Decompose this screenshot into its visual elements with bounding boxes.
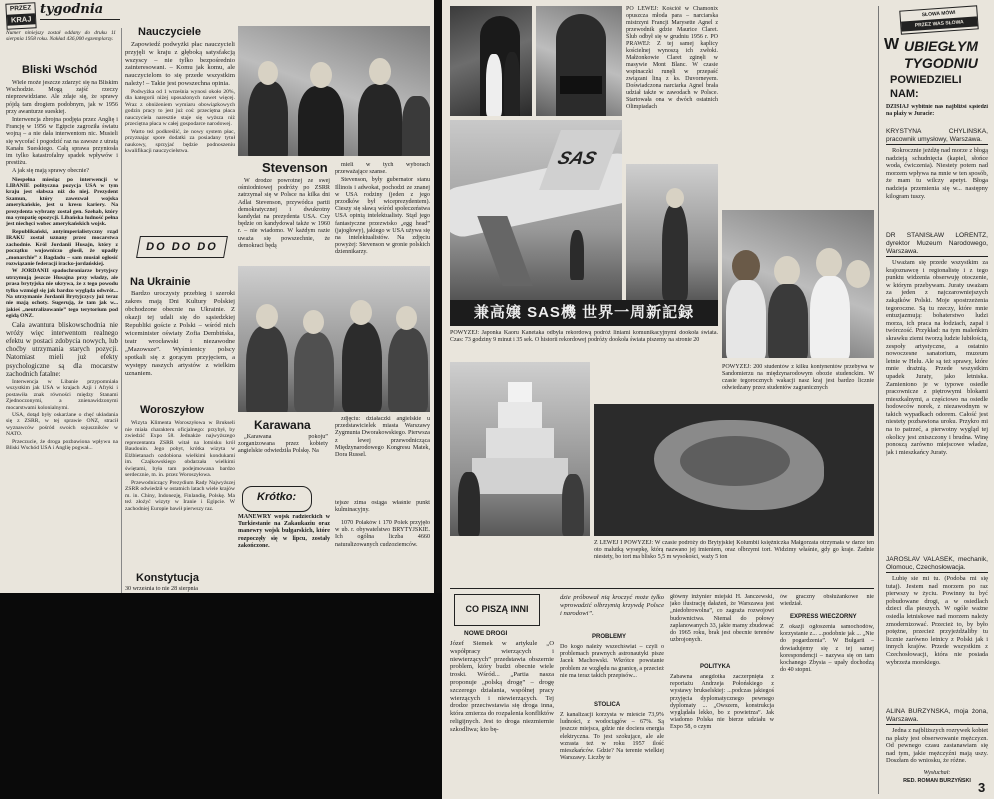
karawana-para-1: „Karawana pokoju” zorganizowana przez kobiety angielskie odwiedziła Polskę. Na [238, 434, 328, 455]
bliski-para-3: A jak się mają sprawy obecnie? [12, 168, 89, 175]
stevenson-heading: Stevenson [262, 160, 328, 175]
photo-figure [298, 86, 344, 156]
church-door [556, 14, 606, 116]
nauczyciele-para-2: Podwyżka od 1 września wynosi około 20%, dla kategorii niżej uposażonych nawet więcej. Wraz z obniżeniem wymiaru obowiązkowych godzin pracy to jest już coś: przeciętna płaca nauczyciela naresztie staje się wyższa niż przeciętna płaca w całej gospodarce narodowej. [125, 88, 235, 128]
island-photo [594, 404, 874, 536]
issue-note: Numer niniejszy został oddany do druku 11 sierpnia 1958 roku. Nakład 436,000 egzemplarzy. [6, 30, 116, 43]
bliski-para-2: Interwencja zbrojna podjęta przez Anglię i Francję w 1956 w Egipcie zagroziła światu wojną – a nie dała interwentom nic. Musieli się wycofać i pogodzić raz na zawsze z utratą Kanału Sueskiego. Całą sprawa przyniosła im tylko katastrofalny spadek wpływów i prestiżu. [6, 117, 118, 167]
bliski-bullet-5: USA, dotąd były oskarżane o chęć układania się z ZSRR, w tej sprawie ONZ, stracił wyznawców pośród swoich sojuszników w NATO. [6, 412, 118, 438]
col2-intro: dzie próbował nią kroczyć może tylko wprowadzić olbrzymią krzywdę Polsce i narodowi”. [560, 594, 664, 617]
masthead-badge-top: PRZEZ [9, 4, 32, 13]
polityka-heading: POLITYKA [700, 664, 731, 670]
stolica-heading: STOLICA [594, 702, 621, 708]
masthead-badge [5, 2, 36, 30]
photo-head [396, 306, 417, 330]
krotko-label: Krótko: [257, 491, 297, 503]
sidebar-signature [886, 770, 988, 796]
masthead-badge-bottom: KRAJ [7, 13, 36, 25]
church-photo-right [536, 6, 622, 116]
krotko-column-2 [335, 520, 430, 570]
cake-tier-1 [508, 382, 532, 402]
nauczyciele-para-3: Warto też podkreślić, że nowy system płac, przyznając spore dodatki za posiadany tytuł naukowy, sprzyjać będzie podnoszeniu kwalifikacji nauczycielstwa. [125, 128, 235, 155]
plane-photo [450, 120, 622, 300]
woroszylow-para-1: Wizyta Klimenta Woroszyłowa w Brukseli nie miała charakteru oficjalnego: przybył, by zwiedzić Expo 58. Jednakże najwyższego reprezentanta ZSRR witał na lotnisku król Baudouin. Jego pobyt, krótka wizyta w Elżbietanach ozdobiona wielkimi kondukami im. Czajkowskiego obdarzała wielkimi świętami, była tam podejmowana bardzo serdecznie, m. in. przez Woroszyłowa. [125, 420, 235, 478]
column-divider-1 [121, 28, 122, 593]
island-caption: Z LEWEJ I POWYŻEJ: W czasie podróży do Brytyjskiej Kolumbii księżniczka Małgorzata otrzymała w darze ten oto malutką wysepkę, którą nazwano jej imieniem, oraz olbrzymi tort. Widzimy właśnie, gdy go kraje. Żadnie niestety, bo tort ma blisko 5,5 m wysokości, waży 5 ton [594, 540, 874, 560]
signature-name: RED. ROMAN BURZYŃSKI [903, 778, 971, 785]
photo-figure [342, 322, 382, 412]
krotko-badge [242, 486, 312, 512]
photo-head [350, 300, 372, 325]
bliski-para-4: Cała awantura bliskowschodnia nie wróży więc interwentom realnego efektu w postaci zdobycia nowych, lub choćby utrzymania starych pozycji. Natomiast mieli już efekty psychologiczne są dla mocarstw zachodnich fatalne: [6, 320, 118, 378]
karawana-column-1 [238, 434, 328, 474]
photo-head [846, 260, 870, 288]
nowe-drogi-column: Józef Siemek w artykule „O współpracy wierzących i niewierzących” przedstawia obszernie problem, który budzi obecnie wiele troski. Wśród... „Partia nasza proponuje „polską drogę” – drogę szczerego działania, współnej pracy wierzących i niewierzących. Tej drodze przeciwstawia się droga inna, która zmierza do rozpalenia konfliktów religijnych. Jest to droga niezmiernie szkodliwa; kto bę- [450, 640, 554, 733]
sidebar-entry-name: JAROSLAV VALÁSEK, mechanik, Olomouc, Czechosłowacja. [886, 556, 988, 571]
nowe-drogi-heading: NOWE DROGI [464, 630, 508, 637]
sidebar-entry-text: Jedna z najbliższych rozrywek kobiet na plaży jest obserwowanie mężczyzn. Od pewnego czasu zastanawiam się nad tym, jakie mężczyźni mają uszy. Doszłam do wniosku, że różne. [886, 727, 988, 765]
karawana-photo [238, 266, 430, 412]
sidebar-entry-4 [886, 708, 988, 768]
konstytucja-heading: Konstytucja [136, 572, 199, 584]
karawana-column-2 [335, 416, 430, 486]
photo-figure [662, 204, 688, 300]
col4-intro: ów graczny obsłużankowe nie wiedział. [780, 594, 874, 608]
photo-head [258, 61, 278, 85]
krotko-para: MANEWRY wojsk radzieckich w Turkiestanie na Zakaukaziu oraz manewry wojsk bułgarskich, które rozpoczęły się w lipcu, zostały zakończone. [238, 514, 330, 549]
bliski-bullet-2: Republikański, antyimperialistyczny rząd IRAKU został uznany przez mocarstwa zachodnie. Król Jordanii Husajn, który z początku wojowniczo głosił, że upadły „monarchie” z Bagdadu – sam musiał ogłosić rozwiązanie federacji iracko-jordańskiej. [6, 228, 118, 267]
students-photo [722, 210, 874, 358]
cake-tier-3 [486, 428, 554, 458]
church-photo-left [450, 6, 532, 116]
nauczyciele-column [125, 41, 235, 231]
page-number: 3 [978, 780, 986, 795]
polityka-body: Zabawna anegdotka zaczerpnięta z reportażu Andrzeja Połońskiego z wystawy brukselskiej: ...podczas jakiegoś przyjęcia dyplomatycznego pewnego dyplomaty ... „Owszem, konstrukcja wyglądała lekko, bo z powietrza”. Jak wiadomo Polska nie bierze udziału w Expo 58, o czym [670, 674, 774, 731]
sidebar-entry-text: Lubię sie mi tu. (Podoba mi się tutaj). Jestem nad morzem po raz pierwszy w życiu. Powinny tu być pobudowane drogi, a w osiedlach dzieci dla pieszych. W ogóle ważne osiedla letniskowe nad morzem należy zmodernizować. Przecież to, by było potężne, przecież przyjeżdżaliby tu licznie zarówno letnicy z Polski jak i innych krajów. Przede wszystkim z Czechosłowacji, która nie posiada wybrzeża morskiego. [886, 575, 988, 666]
stevenson-column-1 [238, 178, 330, 262]
photo-figure [294, 332, 334, 412]
konstytucja-text: 30 września to nie 28 sierpnia [125, 586, 198, 592]
problemy-heading: PROBLEMY [592, 634, 627, 640]
sidebar-entry-text: Rokrocznie jeżdżę nad morze z błogą nadzieją schudnięcia (kapiel, słońce woda, ćwiczenia). Niestety potem nad morzem wpływa na mnie w ten sposób, że mam tu wilczy apetyt. Błoga nadzieja przemienia się w... następny kilogram tuszy. [886, 147, 988, 200]
bliski-bullet-4: Interwencja w Libanie przypomniała wszystkim jak USA w krajach Azji i Afryki i postawiła znak równości między Stanami Zjednoczonymi, a znienawidzonymi mocarstwami kolonialnymi. [6, 379, 118, 411]
ukraine-para: Bardzo uroczysty przebieg i szeroki zakres mają Dni Kultury Polskiej obchodzone obecnie na Ukrainie. Z okazji tej udali się do sąsiedzkiej Republiki goście z Polski – wśród nich wiceminister oświaty Zofia Dembińska, teatr wrocławski i niezawodne „Mazowsze”. Wyśmienicy polscy spotkali się z gorącym przyjęciem, a występy naszych artystów z wielkim uznaniem. [125, 290, 235, 377]
photo-head [303, 310, 324, 334]
stevenson-column-2 [335, 162, 430, 262]
co-pisza-inni-title: CO PISZĄ INNI [465, 604, 529, 614]
photo-head [369, 58, 391, 85]
express-heading: EXPRESS WIECZORNY [790, 614, 857, 620]
sidebar-title-line1: UBIEGŁYM [904, 38, 978, 54]
plane-passenger-photo [626, 164, 718, 300]
photo-figure [402, 96, 430, 156]
col3-intro: główny inżynier miejski H. Janczewski, jako ilustrację dałażeń, że Warszawa jest „niedobrowolna”, co zagraża rozwojowi budownictwa. Niemal do połowy zaplanowanych 33, jakie mamy zbudować do 1965 roku, brak jest obecnie terenów uzbrojonych. [670, 594, 774, 644]
nauczyciele-para-1: Zapowiedź podwyżki płac nauczycieli przyjęli w kraju z głęboką satysfakcją wszyscy – nie tylko bezpośrednio zainteresowani. – Komu jak komu, ale nauczycielom to się przede wszystkim należy! – Takie jest powszechna opinia. [125, 41, 235, 87]
express-body: Z okazji ogłoszenia samochodów, korzystanie z... ...podobnie jak ... „Nie do pogardzenia”. W Bułgarii – dowiadujemy się z tej samej korespondencji – nazywa się on tam kochanego Zbysia – upały dochodzą do 40 stopni. [780, 624, 874, 674]
cake-tier-2 [498, 402, 542, 428]
island-trees [680, 436, 790, 486]
stevenson-para-3: Stevenson, były gubernator stanu Illinois i adwokat, pochodzi ze znanej w USA rodziny (jeden z jego przodków był wiceprezydentem). Cieszy się sławą wśród społeczeństwa USA opinią intelektualisty. Stąd jego fantastyczne przezwisko „egg head” (jajogłowy), jakiego w USA używa się na intelektualistów. Na zdjęciu powyżej: Stevenson w gronie polskich dziennikarzy. [335, 177, 430, 256]
cake-tier-4 [472, 458, 568, 494]
bliski-bullet-6: Przeczucie, że droga pozbawiona wpływu na Bliski Wschód USA i Anglię pogwał... [6, 438, 118, 452]
winter-note: tejsze zima osiąga właśnie punkt kulminacyjny. [335, 500, 430, 514]
bliski-para-1: Wiele może jeszcze zdarzyć się na Bliskim Wschodzie. Mogą zajść rzeczy nieprzewidziane. Ale zdaje się, że sprawy pójdą tam drogiem podobnym, jak w 1956 przy awanturze sueskiej. [6, 80, 118, 115]
stevenson-para-2: mieli w tych wyborach przeważające szanse. [335, 162, 430, 176]
karawana-heading: Karawana [254, 418, 311, 432]
sidebar-divider [878, 6, 879, 794]
ukraine-column [125, 290, 235, 400]
sidebar-title-line4: NAM: [890, 88, 919, 100]
stevenson-para-1: W drodze powrotnej ze swej ośmiodniowej podróży po ZSRR zatrzymał się w Polsce na kilka dni Adlai Stevenson, przywódca partii demokratycznej i dwukrotny kandydat na prezydenta USA. Czy będzie on kandydował także w 1960 r. – nie wiadomo. W każdym razie uważa się powszechnie, że demokraci będą [238, 178, 330, 249]
chamonix-caption: PO LEWEJ: Kościół w Chamonix opuszcza młoda para – narciarska mistrzyni Francji Marysette Agnel z przewodnik gdzie Maurice Claret. Ślub odbył się w grudniu 1956 r. PO PRAWEJ: Z tej samej kaplicy kościelnej wynoszą ich zwłoki. Małżonkowie Claret zginęli w masywie Mont Blanc. W czasie wspinaczki runęli w przepaść związani liną z ks. Duvorneyem. Doświadczona narciarka Agnel brała udział także w zawodach w Polsce. Startowała ona w dwóch ostatnich Olimpiadach [626, 6, 718, 110]
stolica-body: Z kanalizacji korzysta w mieście 73,9% ludności, z wodociągów – 67%. Są jeszcze miejsca, gdzie nie dociera energia elektryczna. To jest szokujące, ale ale wzrasta też w roku 1957 ilość mieszkańców. Gdzie? Na terenie wielkiej Warszawy. Liczby te [560, 712, 664, 762]
stevenson-photo [238, 26, 430, 156]
photo-figure [504, 52, 520, 116]
photo-head [256, 304, 278, 329]
bliski-column [6, 80, 118, 592]
sidebar-title-line3: POWIEDZIELI [890, 74, 962, 86]
plane-stairs [477, 216, 532, 286]
right-page [442, 0, 994, 799]
karawana-para-2: zdjęciu: działaczki angielskie u przedstawicielek miasta Warszawy Zygmunta Dworakowskiego. Pierwsza z lewej przewodnicząca Międzynarodowego Kongresu Matek, Dora Russel. [335, 416, 430, 459]
sidebar-badge [899, 5, 978, 34]
sidebar-entry-name: KRYSTYNA CHYLIŃSKA, pracownik umysłowy, Warszawa. [886, 128, 988, 143]
sidebar-badge-bottom: PRZEZ WAS SŁOWA [901, 16, 978, 31]
krotko-para-2: 1070 Polaków i 170 Polek przyjęło w ub. r. obywatelstwo BRYTYJSKIE. Ich ogólna liczba 4660 naturalizowanych cudzoziemców. [335, 520, 430, 548]
bliski-heading: Bliski Wschód [22, 64, 98, 76]
woroszylow-heading: Woroszyłow [140, 404, 204, 416]
co-pisza-inni-box [454, 594, 540, 626]
horizontal-rule [450, 588, 874, 589]
sidebar-entry-text: Uważam się przede wszystkim za krajoznawcę i regionalistę i z tego punktu widzenia obserwuję otoczenie, w którym przebywam. Juraty uważam za jeden z najczarowniejszych zakątków Polski. Moje spostrzeżenia tegoroczne. Są tu rzeczy, które mnie entuzjazmują: bohaterstwo ludzi morza, ich praca na łodziach, zapał i twórczość. Przykład: na tym maleńkim skrawku ziemi tworzą ludzie lubiłością, zespoły artystyczne, a ostatnio nowoczesne sanatorium, muzeum letnie w Helu. Ale są też sprawy, które mnie drażnią. Przede wszystkim upadek Juraty, jako letniska. Zamieniono je w typowe osiedle pracownicze z piętrowymi blokami mieszkalnymi, a częściowo na osiedle hodowców norek, z niezawodnym w takich wypadkach odorem. Całość jest niestety pozbawiona uroku. Przykro mi na to patrzeć, a pierwotny wygląd tej okolicy jest zniszczony i brudna. Winę ponoszą zarówno miejscowe władze, jak i mieszkańcy Juraty. [886, 259, 988, 456]
sidebar-title-line2: TYGODNIU [904, 55, 978, 71]
photo-figure [458, 472, 480, 536]
bliski-bullet-1: Niespełna miesiąc po interwencji w LIBANIE polityczna pozycja USA w tym kraju jest słabsza niż do niej. Prezydent Szamun, który zawezwał wojska amerykańskie, jest u kresu kariery. Na prezydenta wybrany został gen. Szehab, który ma sympatię opozycji. Libańska ludność pełna jest niechęci wobec amerykańskich wojsk. [6, 176, 118, 228]
photo-figure [810, 276, 850, 358]
signature-label: Wysłuchał: [923, 770, 951, 776]
photo-figure [388, 328, 428, 412]
plane-tail-logo: SAS [555, 148, 600, 168]
sidebar-badge-top: SŁOWA MÓWI [921, 9, 956, 19]
coffin [560, 76, 602, 94]
ukraine-heading: Na Ukrainie [130, 276, 191, 288]
plane-caption: POWYŻEJ: Japonka Kaoru Kanetaka odbyła rekordową podróż liniami komunikacyjnymi dookoła świata. Czas: 73 godziny 9 minut i 35 sek. O historii rekordowej podróży dookoła świata piszemy na stronie 20 [450, 330, 718, 343]
photo-figure [246, 326, 288, 412]
woroszylow-para-2: Przewodniczący Prezydium Rady Najwyższej ZSRR odwiedził w ostatnich latach wiele krajów m. in. Chiny, Indonezję, Finlandię, Polskę. Ma też złożyć wizyty w Iranie i Egipcie. W zachodniej Europie bawił pierwszy raz. [125, 479, 235, 512]
photo-figure [726, 280, 766, 358]
photo-head [666, 188, 684, 208]
photo-figure [570, 230, 584, 280]
nauczyciele-heading: Nauczyciele [138, 26, 201, 38]
photo-figure [486, 54, 502, 116]
photo-head [774, 256, 800, 286]
students-caption: POWYŻEJ: 200 studentów z kilku kontynentów przebywa w Sandomierzu na międzynarodowym obozie studenckim. W czasie tegorocznych wakacji nasz kraj jest bardzo licznie odwiedzany przez studentów zagranicznych [722, 364, 874, 391]
cropped-area [0, 593, 442, 799]
sidebar-entry-3 [886, 556, 988, 704]
cake-photo [450, 362, 590, 536]
bliski-bullet-3: W JORDANII spadochroniarze brytyjscy utrzymują jeszcze Husajna przy władzy, ale prasa brytyjska nie ukrywa, że z tego powodu tylko wzmógł się jak bardzo wygląda odwrót... Na utrzymanie Jordanii Brytyjczycy już teraz nie mają ochoty. Sugerują, że tam jak w... jakieś „neutralizowanie” tego terytorium pod egidą ONZ. [6, 268, 118, 320]
krotko-column [238, 514, 330, 562]
photo-head [310, 62, 332, 88]
photo-head [732, 250, 760, 282]
sidebar-entry-name: ALINA BURZYŃSKA, moja żona, Warszawa. [886, 708, 988, 723]
plane-banner: 兼高嬢 SAS機 世界一周新記録 [450, 300, 718, 326]
photo-figure [248, 81, 288, 156]
problemy-body: Do kogo należy wszechświat – czyli o problemach prawnych astronautyki pisze Jacek Machowski. Wkrótce powstanie problem ze względu na granicę, a przecież nie ma teraz takich przepisów... [560, 644, 664, 679]
sidebar-intro: DZISIAJ wybitnie nas najbliżsi sąsiedzi na plaży w Juracie: [886, 104, 988, 117]
dododo-graphic: DO DO DO [136, 236, 228, 258]
sidebar-entry-2 [886, 232, 988, 552]
photo-figure [768, 284, 808, 358]
woroszylow-column [125, 420, 235, 568]
photo-figure [562, 474, 584, 536]
masthead-rule [40, 19, 120, 20]
masthead-title: tygodnia [40, 2, 104, 17]
sidebar-entry-1 [886, 128, 988, 228]
sidebar-title-w: W [884, 36, 900, 53]
photo-head [816, 248, 842, 278]
sidebar-entry-name: DR STANISŁAW LORENTZ, dyrektor Muzeum Narodowego, Warszawa. [886, 232, 988, 255]
photo-figure [358, 84, 402, 156]
